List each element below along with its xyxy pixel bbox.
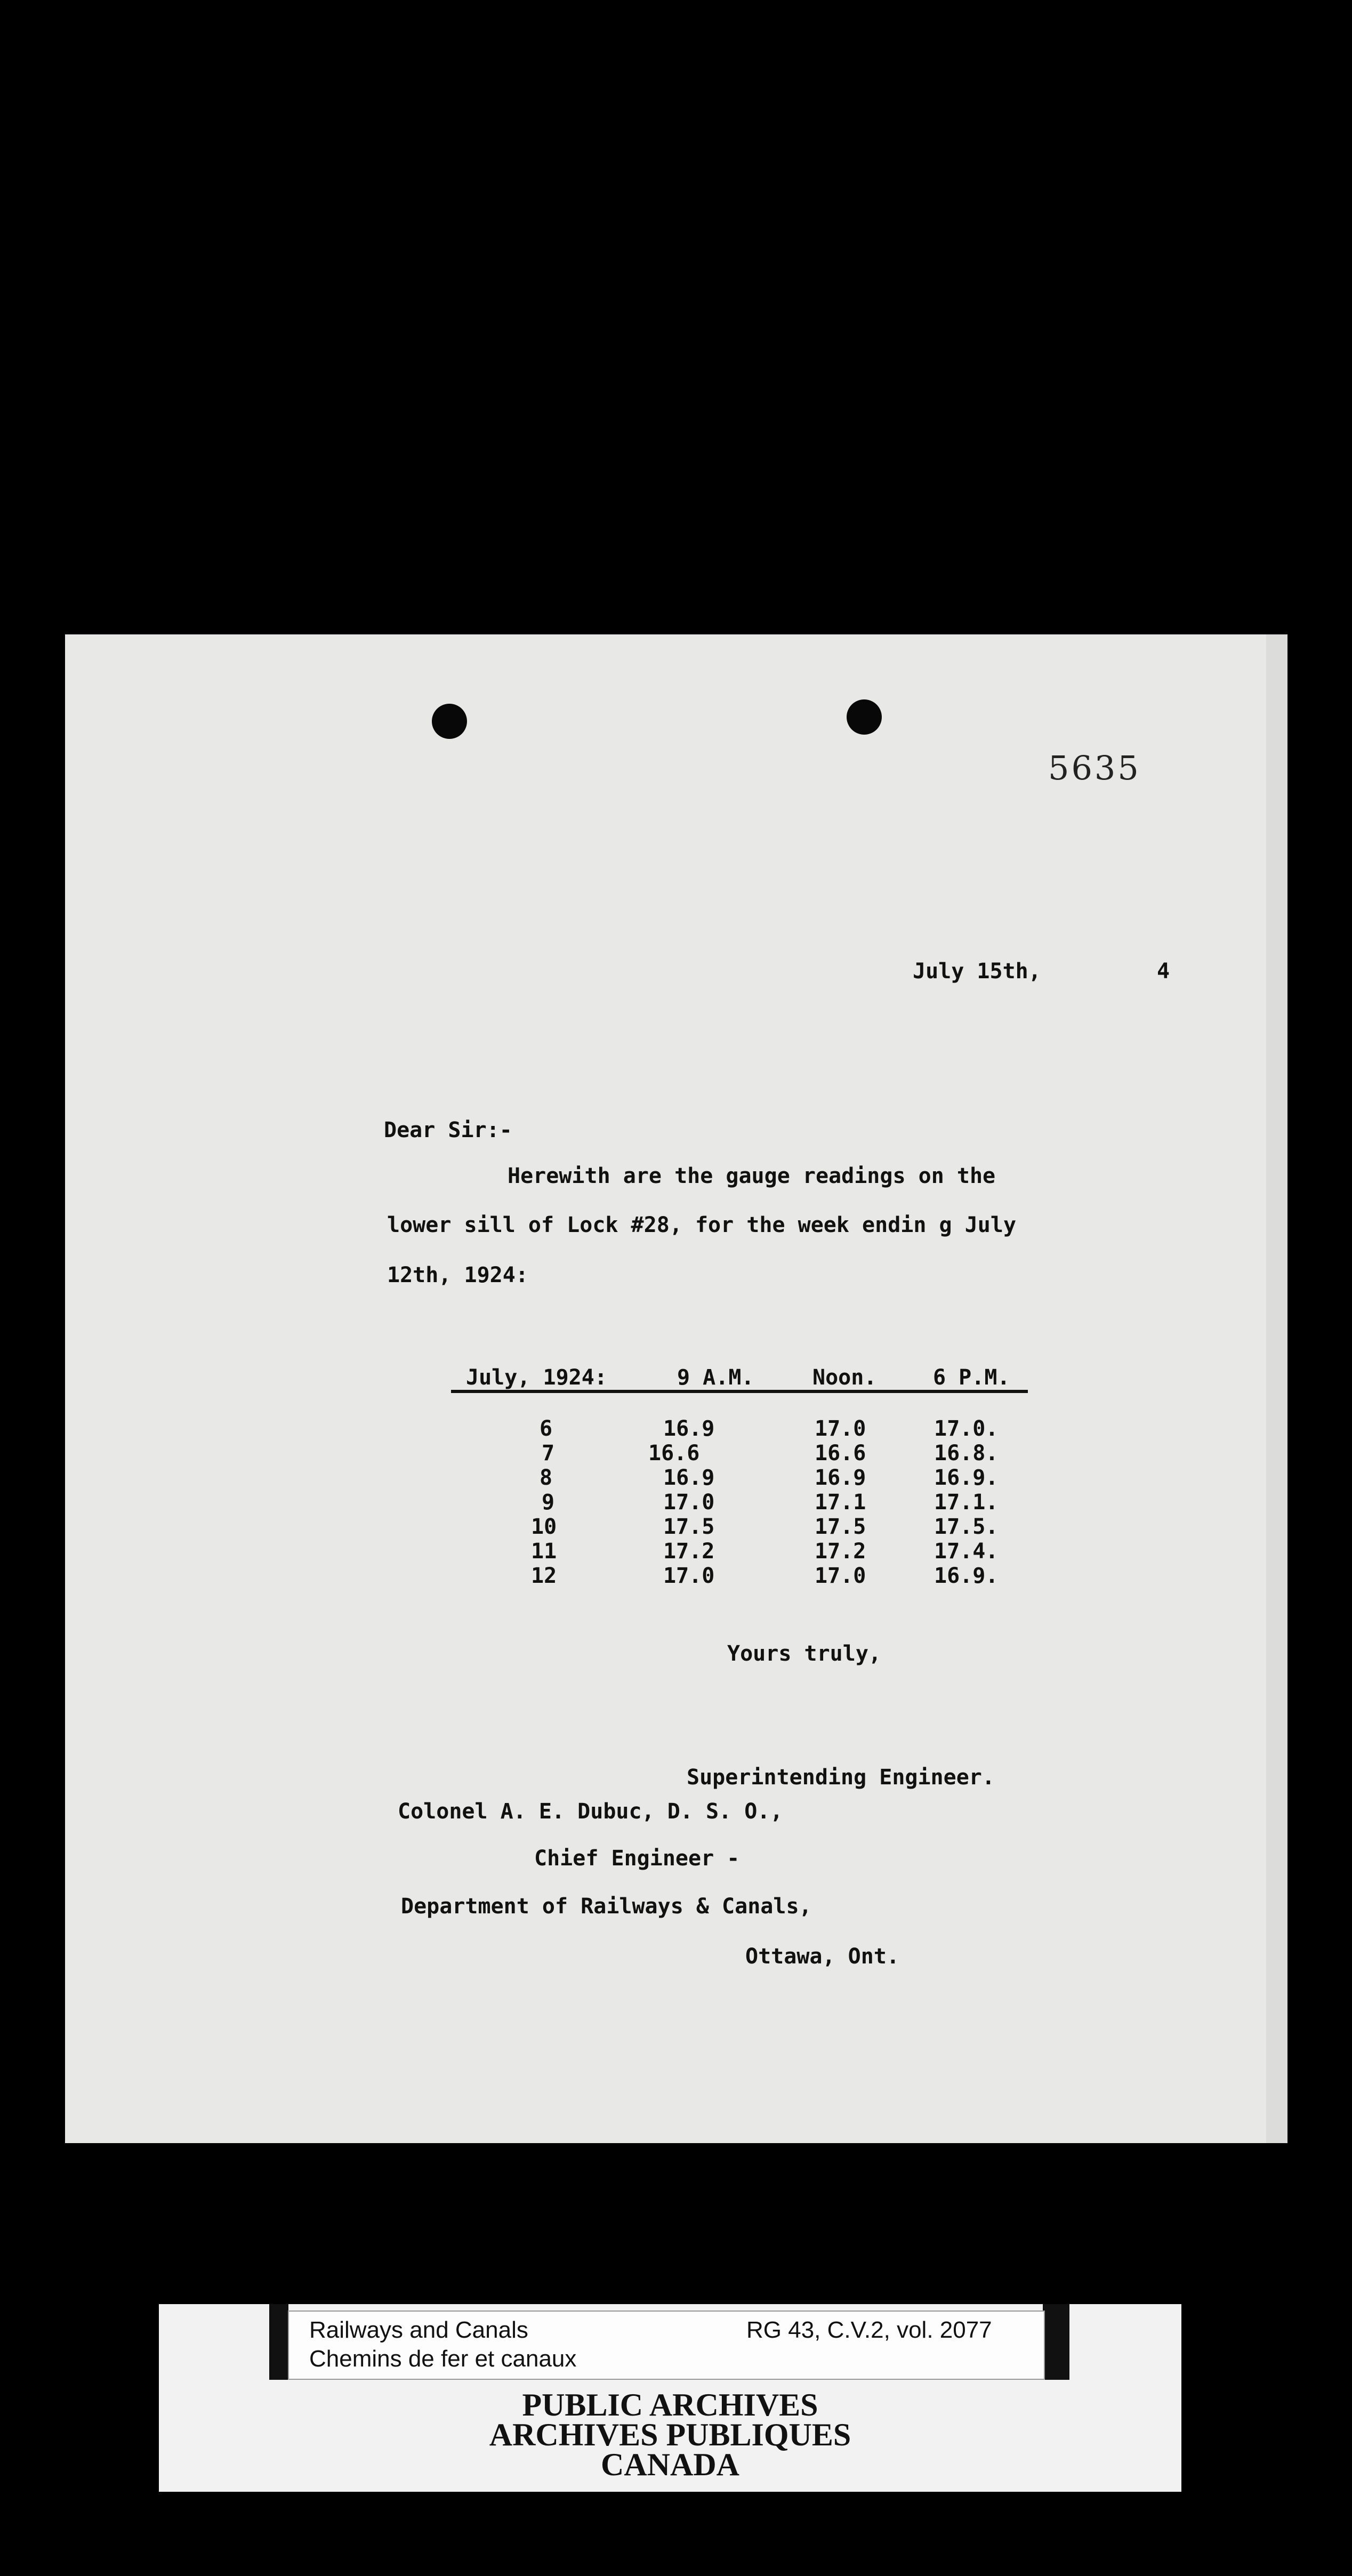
table-row bbox=[0, 1563, 1352, 1589]
archive-title-en: PUBLIC ARCHIVES bbox=[522, 2387, 818, 2422]
addressee-department: Department of Railways & Canals, bbox=[401, 1894, 812, 1919]
row-noon: 17.0 bbox=[815, 1416, 866, 1441]
row-6pm: 17.1. bbox=[934, 1490, 999, 1515]
row-9am: 16.9 bbox=[663, 1416, 715, 1441]
row-6pm: 16.9. bbox=[934, 1466, 999, 1490]
row-noon: 17.5 bbox=[815, 1515, 866, 1539]
row-day: 7 bbox=[542, 1441, 555, 1466]
label-mount-right bbox=[1043, 2304, 1069, 2380]
row-day: 12 bbox=[531, 1564, 557, 1588]
table-row bbox=[0, 1465, 1352, 1491]
archive-title-fr: ARCHIVES PUBLIQUES bbox=[489, 2417, 851, 2452]
row-9am: 17.5 bbox=[663, 1515, 715, 1539]
row-day: 11 bbox=[531, 1539, 557, 1564]
signature-title: Superintending Engineer. bbox=[687, 1765, 995, 1790]
row-9am: 17.0 bbox=[663, 1490, 715, 1515]
header-month: July, 1924: bbox=[466, 1365, 607, 1390]
row-noon: 16.6 bbox=[815, 1441, 866, 1466]
row-9am: 16.6 bbox=[648, 1441, 700, 1466]
header-6pm: 6 P.M. bbox=[933, 1365, 1010, 1390]
table-row bbox=[0, 1539, 1352, 1564]
addressee-title: Chief Engineer - bbox=[534, 1846, 740, 1871]
header-9am: 9 A.M. bbox=[677, 1365, 754, 1390]
stamp-number: 5635 bbox=[1048, 748, 1141, 787]
row-noon: 17.2 bbox=[815, 1539, 866, 1564]
body-line-2: lower sill of Lock #28, for the week endin g July bbox=[387, 1213, 1017, 1237]
row-day: 8 bbox=[540, 1466, 553, 1490]
archive-country: CANADA bbox=[601, 2447, 739, 2482]
table-header-rule bbox=[451, 1390, 1028, 1393]
row-6pm: 17.0. bbox=[934, 1416, 999, 1441]
body-line-3: 12th, 1924: bbox=[387, 1263, 528, 1287]
table-row bbox=[0, 1440, 1352, 1466]
header-noon: Noon. bbox=[812, 1365, 877, 1390]
addressee-name: Colonel A. E. Dubuc, D. S. O., bbox=[398, 1799, 783, 1824]
punch-hole-left bbox=[432, 704, 467, 739]
table-row bbox=[0, 1416, 1352, 1442]
page-edge bbox=[1266, 634, 1287, 2143]
closing: Yours truly, bbox=[727, 1641, 881, 1666]
collection-en: Railways and Canals bbox=[309, 2317, 528, 2343]
date-suffix: 4 bbox=[1157, 959, 1170, 984]
table-row bbox=[0, 1514, 1352, 1540]
addressee-city: Ottawa, Ont. bbox=[745, 1944, 899, 1969]
row-noon: 16.9 bbox=[815, 1466, 866, 1490]
row-noon: 17.1 bbox=[815, 1490, 866, 1515]
row-9am: 17.2 bbox=[663, 1539, 715, 1564]
row-day: 6 bbox=[540, 1416, 553, 1441]
row-9am: 16.9 bbox=[663, 1466, 715, 1490]
table-row bbox=[0, 1490, 1352, 1515]
punch-hole-right bbox=[847, 699, 882, 735]
archive-reference: RG 43, C.V.2, vol. 2077 bbox=[746, 2317, 992, 2343]
row-noon: 17.0 bbox=[815, 1564, 866, 1588]
row-day: 10 bbox=[531, 1515, 557, 1539]
label-mount-left bbox=[269, 2304, 288, 2380]
row-day: 9 bbox=[542, 1490, 555, 1515]
row-6pm: 17.5. bbox=[934, 1515, 999, 1539]
collection-fr: Chemins de fer et canaux bbox=[309, 2346, 577, 2372]
archive-reference-box bbox=[288, 2311, 1045, 2380]
row-6pm: 16.8. bbox=[934, 1441, 999, 1466]
salutation: Dear Sir:- bbox=[384, 1118, 512, 1142]
row-9am: 17.0 bbox=[663, 1564, 715, 1588]
body-line-1: Herewith are the gauge readings on the bbox=[508, 1164, 996, 1188]
row-6pm: 16.9. bbox=[934, 1564, 999, 1588]
date-line: July 15th, bbox=[913, 959, 1041, 984]
row-6pm: 17.4. bbox=[934, 1539, 999, 1564]
